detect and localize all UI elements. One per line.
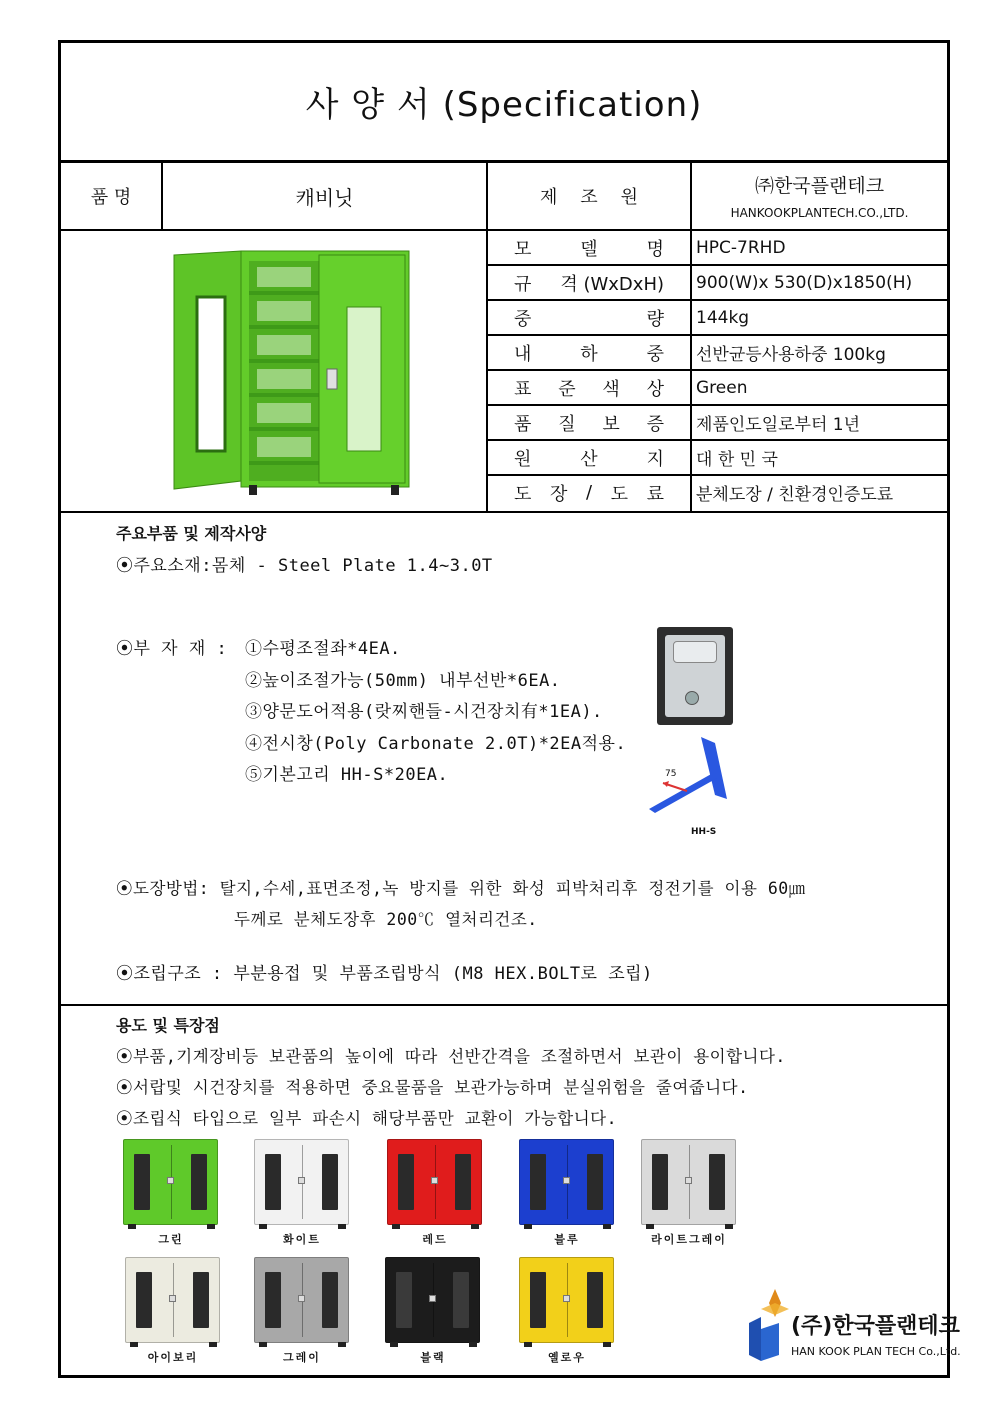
manufacturer-name: ㈜한국플랜테크 (754, 175, 885, 197)
spec-label (488, 371, 690, 404)
spec-label-part: 도 (514, 483, 532, 505)
window-panel (455, 1154, 471, 1210)
spec-value: Green (696, 377, 748, 398)
window-panel (709, 1154, 725, 1210)
window-panel (191, 1154, 207, 1210)
handle (167, 1177, 174, 1184)
page-title: 사 양 서 (Specification) (61, 43, 947, 163)
cabinet-foot (471, 1224, 479, 1229)
cabinet-foot (390, 1342, 398, 1347)
window-panel (265, 1272, 281, 1328)
spec-value: 900(W)x 530(D)x1850(H) (696, 272, 913, 293)
spec-label-part: 질 (558, 413, 576, 435)
parts-section-title: 주요부품 및 제작사양 (116, 524, 267, 543)
cabinet-foot (524, 1342, 532, 1347)
spec-label-part: 모 (514, 238, 532, 260)
cabinet-swatch (254, 1139, 349, 1225)
color-name: 레드 (422, 1233, 448, 1246)
features-section-title: 용도 및 특장점 (116, 1016, 220, 1035)
cabinet-foot (725, 1224, 733, 1229)
spec-value: 144kg (696, 307, 750, 328)
spec-label-part: 지 (646, 448, 664, 470)
spec-label-part: 중 (514, 308, 532, 330)
cabinet-swatch (519, 1257, 614, 1343)
specification-sheet (58, 40, 961, 1378)
window-panel (530, 1272, 546, 1328)
spec-label-part: 색 (602, 378, 620, 400)
assembly-structure: ⦿조립구조 : 부분용접 및 부품조립방식 (M8 HEX.BOLT로 조립) (116, 964, 653, 984)
feature-item: ⦿부품,기계장비등 보관품의 높이에 따라 선반간격을 조절하면서 보관이 용이합니다. (116, 1047, 786, 1066)
spec-label (488, 266, 690, 299)
sub-material-item: ③양문도어적용(랏찌핸들-시건장치有*1EA). (245, 702, 603, 722)
cabinet-swatch (641, 1139, 736, 1225)
divider (61, 1004, 947, 1006)
window-panel (134, 1154, 150, 1210)
spec-value: 제품인도일로부터 1년 (696, 415, 861, 435)
color-name: 그레이 (283, 1351, 321, 1364)
feature-item: ⦿서랍및 시건장치를 적용하면 중요물품을 보관가능하며 분실위험을 줄여줍니다. (116, 1078, 749, 1097)
spec-label-part: 중 (646, 343, 664, 365)
spec-value: 분체도장 / 친환경인증도료 (696, 485, 894, 505)
color-swatch (254, 1257, 354, 1377)
handle (169, 1295, 176, 1302)
color-name: 아이보리 (147, 1351, 199, 1364)
product-name-value: 캐비닛 (295, 185, 354, 210)
spec-value: 선반균등사용하중 100kg (696, 345, 886, 365)
spec-label-part: / (585, 482, 593, 503)
feature-item: ⦿조립식 타입으로 일부 파손시 해당부품만 교환이 가능합니다. (116, 1109, 618, 1128)
hook-image (641, 733, 741, 843)
spec-label-part: 상 (646, 378, 664, 400)
spec-label (488, 231, 690, 264)
cabinet-foot (130, 1342, 138, 1347)
sub-material-item: ①수평조절좌*4EA. (245, 639, 401, 659)
logo-subtext: HAN KOOK PLAN TECH Co.,Ltd. (791, 1345, 961, 1358)
cabinet-foot (338, 1224, 346, 1229)
product-image (169, 249, 414, 499)
color-swatch (641, 1139, 741, 1259)
spec-label (488, 406, 690, 439)
color-name: 블루 (554, 1233, 580, 1246)
color-swatch (387, 1139, 487, 1259)
color-name: 옐로우 (548, 1351, 586, 1364)
color-name: 그린 (158, 1233, 184, 1246)
handle (431, 1177, 438, 1184)
company-logo (739, 1283, 961, 1373)
spec-label-part: 장 (549, 483, 568, 505)
cabinet-swatch (385, 1257, 480, 1343)
window-panel (396, 1272, 412, 1328)
spec-label-part: 준 (558, 378, 576, 400)
handle (298, 1295, 305, 1302)
window-panel (530, 1154, 546, 1210)
cabinet-swatch (387, 1139, 482, 1225)
spec-label (488, 301, 690, 334)
handle (429, 1295, 436, 1302)
cabinet-foot (259, 1342, 267, 1347)
color-swatch (123, 1139, 223, 1259)
spec-label-part: 도 (610, 483, 628, 505)
divider (61, 511, 947, 513)
cabinet-foot (338, 1342, 346, 1347)
window-panel (587, 1154, 603, 1210)
spec-label-part: 규 (514, 273, 532, 295)
cabinet-foot (603, 1224, 611, 1229)
manufacturer-value (692, 163, 947, 229)
spec-label-part: 하 (580, 343, 598, 365)
spec-label-part: 내 (514, 343, 532, 365)
spec-label-part: 품 (514, 413, 532, 435)
spec-label-part: 량 (646, 308, 664, 330)
spec-label (488, 336, 690, 369)
spec-label (488, 476, 690, 509)
manufacturer-label: 제 조 원 (540, 187, 638, 208)
main-material: ⦿주요소재:몸체 - Steel Plate 1.4~3.0T (116, 556, 493, 576)
cabinet-foot (259, 1224, 267, 1229)
spec-label-part: 표 (514, 378, 532, 400)
window-panel (136, 1272, 152, 1328)
window-panel (265, 1154, 281, 1210)
color-swatch (385, 1257, 485, 1377)
window-panel (193, 1272, 209, 1328)
hook-model: HH-S (691, 827, 717, 837)
spec-label (488, 441, 690, 474)
cabinet-foot (646, 1224, 654, 1229)
painting-method-line1: ⦿도장방법: 탈지,수세,표면조정,녹 방지를 위한 화성 피박처리후 정전기를 이용 60㎛ (116, 879, 806, 898)
cabinet-swatch (123, 1139, 218, 1225)
window-panel (322, 1154, 338, 1210)
cabinet-foot (128, 1224, 136, 1229)
handle (685, 1177, 692, 1184)
spec-label-part: 명 (646, 238, 664, 260)
spec-label-part: 원 (514, 448, 532, 470)
window-panel (453, 1272, 469, 1328)
logo-text: (주)한국플랜테크 (791, 1314, 960, 1339)
spec-label-part: 델 (580, 238, 598, 260)
sub-material-item: ②높이조절가능(50mm) 내부선반*6EA. (245, 670, 561, 691)
spec-label-part: 산 (580, 448, 598, 470)
sub-material-item: ⑤기본고리 HH-S*20EA. (245, 765, 449, 785)
cabinet-foot (524, 1224, 532, 1229)
color-name: 블랙 (420, 1351, 446, 1364)
window-panel (398, 1154, 414, 1210)
cabinet-foot (209, 1342, 217, 1347)
spec-label-part: 보 (602, 413, 620, 435)
color-name: 화이트 (283, 1233, 321, 1246)
spec-value: HPC-7RHD (696, 237, 786, 258)
spec-label-part: 격 (WxDxH) (560, 273, 664, 295)
window-panel (652, 1154, 668, 1210)
color-name: 라이트그레이 (651, 1233, 727, 1246)
latch-handle-image (657, 627, 733, 725)
window-panel (587, 1272, 603, 1328)
cabinet-foot (392, 1224, 400, 1229)
color-swatch (519, 1257, 619, 1377)
cabinet-foot (207, 1224, 215, 1229)
cabinet-swatch (254, 1257, 349, 1343)
cabinet-foot (469, 1342, 477, 1347)
painting-method-line2: 두께로 분체도장후 200℃ 열처리건조. (234, 910, 538, 929)
cabinet-swatch (125, 1257, 220, 1343)
window-panel (322, 1272, 338, 1328)
color-swatch (125, 1257, 225, 1377)
product-name-label: 품 명 (90, 187, 132, 208)
cabinet-foot (603, 1342, 611, 1347)
manufacturer-name-en: HANKOOKPLANTECH.CO.,LTD. (730, 206, 909, 220)
sub-material-label: ⦿부 자 재 : (116, 639, 228, 659)
color-swatch (519, 1139, 619, 1259)
handle (298, 1177, 305, 1184)
hook-dimension: 75 (665, 769, 677, 779)
handle (563, 1295, 570, 1302)
spec-value: 대 한 민 국 (696, 450, 778, 470)
cabinet-swatch (519, 1139, 614, 1225)
sub-material-item: ④전시창(Poly Carbonate 2.0T)*2EA적용. (245, 733, 627, 754)
handle (563, 1177, 570, 1184)
spec-label-part: 료 (646, 483, 664, 505)
spec-label-part: 증 (646, 413, 664, 435)
color-swatch (254, 1139, 354, 1259)
